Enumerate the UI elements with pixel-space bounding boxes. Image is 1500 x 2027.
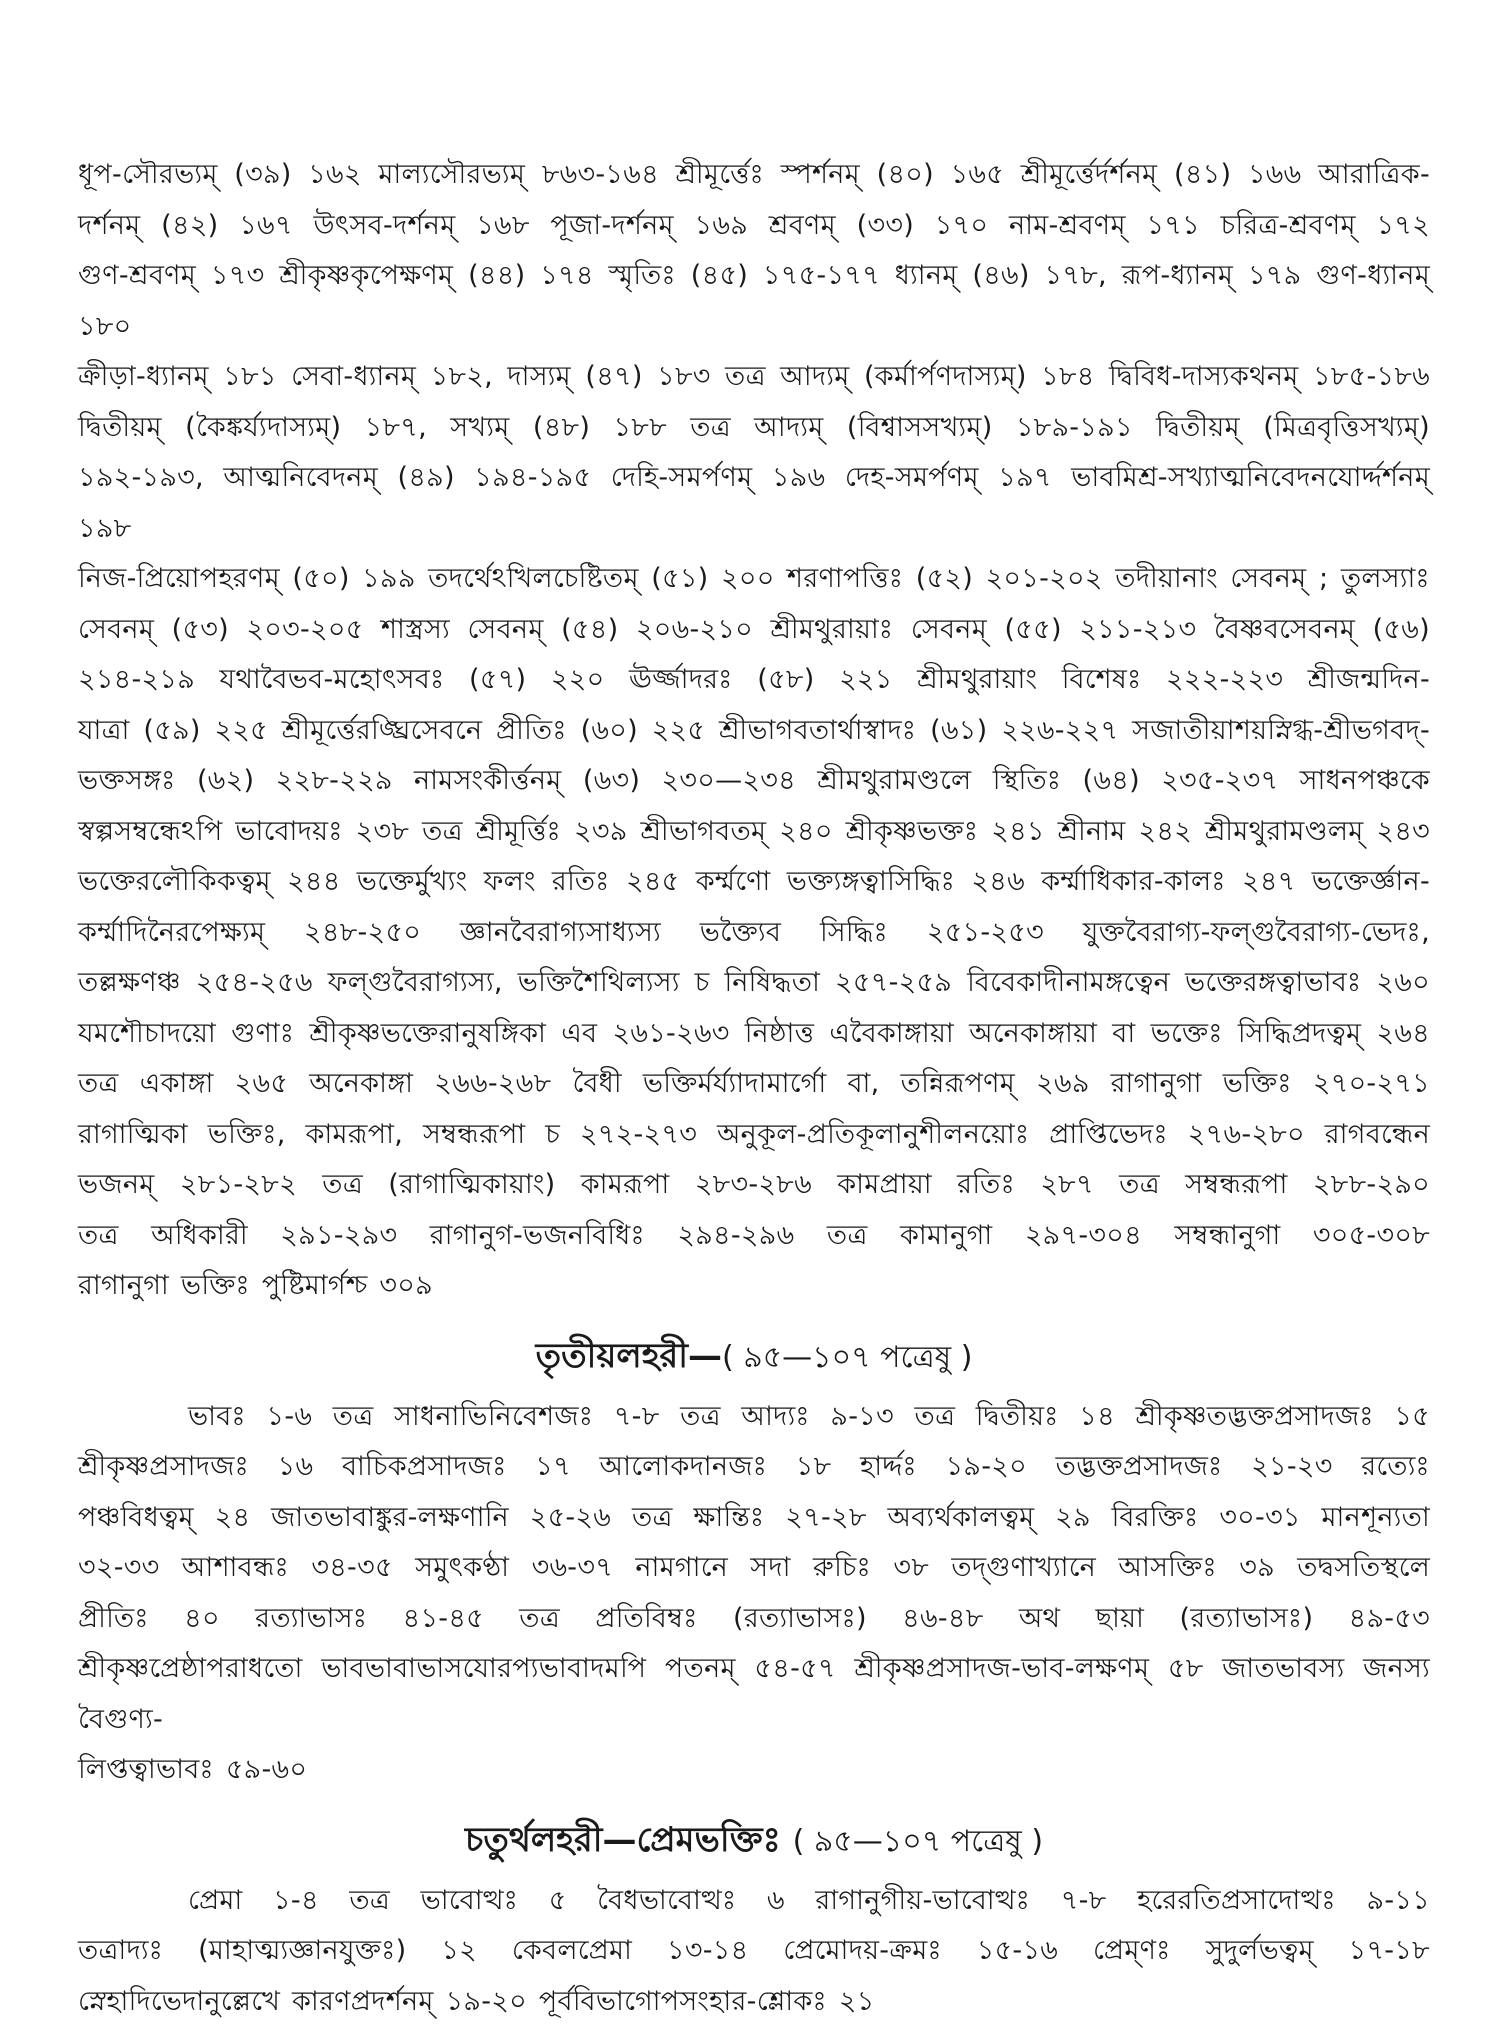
section-three-heading <box>78 1330 1430 1384</box>
text-line: তত্র একাঙ্গা ২৬৫ অনেকাঙ্গা ২৬৬-২৬৮ বৈধী ভক্তির্মর্য্যাদামার্গো বা, তন্নিরূপণম্ ২৬৯ রাগানুগা ভক্তিঃ ২৭০-২৭১ <box>78 1059 1430 1110</box>
page-content <box>78 150 1430 2027</box>
text-line: যাত্রা (৫৯) ২২৫ শ্রীমূর্ত্তেরঙ্ঘ্রিসেবনে প্রীতিঃ (৬০) ২২৫ শ্রীভাগবতার্থাস্বাদঃ (৬১) ২২৬-২২৭ সজাতীয়াশয়স্নিগ্ধ-শ্রীভগবদ্- <box>78 706 1430 757</box>
section-four-subtitle: ( ৯৫—১০৭ পত্রেষু ) <box>793 1824 1043 1859</box>
text-line: ভক্তসঙ্গঃ (৬২) ২২৮-২২৯ নামসংকীর্ত্তনম্ (৬৩) ২৩০—২৩৪ শ্রীমথুরামণ্ডলে স্থিতিঃ (৬৪) ২৩৫-২৩৭ সাধনপঞ্চকে <box>78 756 1430 807</box>
text-line: ভজনম্ ২৮১-২৮২ তত্র (রাগাত্মিকায়াং) কামরূপা ২৮৩-২৮৬ কামপ্রায়া রতিঃ ২৮৭ তত্র সম্বন্ধরূপা ২৮৮-২৯০ <box>78 1160 1430 1211</box>
text-line: যমশৌচাদয়ো গুণাঃ শ্রীকৃষ্ণভক্তেরানুষঙ্গিকা এব ২৬১-২৬৩ নিষ্ঠাত্ত এবৈকাঙ্গায়া অনেকাঙ্গায়া বা ভক্তেঃ সিদ্ধিপ্রদত্বম্ ২৬৪ <box>78 1009 1430 1060</box>
text-line: প্রীতিঃ ৪০ রত্যাভাসঃ ৪১-৪৫ তত্র প্রতিবিম্বঃ (রত্যাভাসঃ) ৪৬-৪৮ অথ ছায়া (রত্যাভাসঃ) ৪৯-৫৩ <box>78 1594 1430 1645</box>
text-line: শ্রীকৃষ্ণপ্রসাদজঃ ১৬ বাচিকপ্রসাদজঃ ১৭ আলোকদানজঃ ১৮ হার্দ্দঃ ১৯-২০ তদ্ভক্তপ্রসাদজঃ ২১-২৩ রত্যেঃ <box>78 1442 1430 1493</box>
text-line: লিপ্তত্বাভাবঃ ৫৯-৬০ <box>78 1745 1430 1796</box>
section-two-continuation <box>78 150 1430 1312</box>
text-line: ক্রীড়া-ধ্যানম্ ১৮১ সেবা-ধ্যানম্ ১৮২, দাস্যম্ (৪৭) ১৮৩ তত্র আদ্যম্ (কর্মার্পণদাস্যম্) ১৮৪ দ্বিবিধ-দাস্যকথনম্ ১৮৫-১৮৬ <box>78 352 1430 403</box>
text-line: ধূপ-সৌরভ্যম্ (৩৯) ১৬২ মাল্যসৌরভ্যম্ ৮৬৩-১৬৪ শ্রীমূর্ত্তেঃ স্পর্শনম্ (৪০) ১৬৫ শ্রীমূর্ত্তের্দর্শনম্ (৪১) ১৬৬ আরাত্রিক- <box>78 150 1430 201</box>
text-line: ১৯২-১৯৩, আত্মনিবেদনম্ (৪৯) ১৯৪-১৯৫ দেহি-সমর্পণম্ ১৯৬ দেহ-সমর্পণম্ ১৯৭ ভাবমিশ্র-সখ্যাত্মনিবেদনযোর্দ্দর্শনম্ ১৯৮ <box>78 453 1430 554</box>
text-line: দ্বিতীয়ম্ (কৈঙ্কর্য্যদাস্যম্) ১৮৭, সখ্যম্ (৪৮) ১৮৮ তত্র আদ্যম্ (বিশ্বাসসখ্যম্) ১৮৯-১৯১ দ্বিতীয়ম্ (মিত্রবৃত্তিসখ্যম্) <box>78 403 1430 454</box>
text-line: রাগানুগা ভক্তিঃ পুষ্টিমার্গশ্চ ৩০৯ <box>78 1261 1430 1312</box>
text-line: প্রেমা ১-৪ তত্র ভাবোত্থঃ ৫ বৈধভাবোত্থঃ ৬ রাগানুগীয়-ভাবোত্থঃ ৭-৮ হরেরতিপ্রসাদোত্থঃ ৯-১১ <box>78 1876 1430 1927</box>
section-three-body <box>78 1392 1430 1796</box>
section-four-title: চতুর্থলহরী—প্রেমভক্তিঃ <box>465 1820 781 1860</box>
text-line: স্নেহাদিভেদানুল্লেখে কারণপ্রদর্শনম্ ১৯-২০ পূর্ববিভাগোপসংহার-শ্লোকঃ ২১ <box>78 1977 1430 2027</box>
text-line: দর্শনম্ (৪২) ১৬৭ উৎসব-দর্শনম্ ১৬৮ পূজা-দর্শনম্ ১৬৯ শ্রবণম্ (৩৩) ১৭০ নাম-শ্রবণম্ ১৭১ চরিত্র-শ্রবণম্ ১৭২ <box>78 201 1430 252</box>
text-line: গুণ-শ্রবণম্ ১৭৩ শ্রীকৃষ্ণকৃপেক্ষণম্ (৪৪) ১৭৪ স্মৃতিঃ (৪৫) ১৭৫-১৭৭ ধ্যানম্ (৪৬) ১৭৮, রূপ-ধ্যানম্ ১৭৯ গুণ-ধ্যানম্ ১৮০ <box>78 251 1430 352</box>
text-line: স্বল্পসম্বন্ধেঽপি ভাবোদয়ঃ ২৩৮ তত্র শ্রীমূর্ত্তিঃ ২৩৯ শ্রীভাগবতম্ ২৪০ শ্রীকৃষ্ণভক্তঃ ২৪১ শ্রীনাম ২৪২ শ্রীমথুরামণ্ডলম্ ২৪৩ <box>78 807 1430 858</box>
text-line: শ্রীকৃষ্ণপ্রেষ্ঠাপরাধতো ভাবভাবাভাসযোরপ্যভাবাদমপি পতনম্ ৫৪-৫৭ শ্রীকৃষ্ণপ্রসাদজ-ভাব-লক্ষণম্ ৫৮ জাতভাবস্য জনস্য বৈগুণ্য- <box>78 1644 1430 1745</box>
text-line: ভক্তেরলৌকিকত্বম্ ২৪৪ ভক্তের্মুখ্যং ফলং রতিঃ ২৪৫ কর্ম্মণো ভক্ত্যঙ্গত্বাসিদ্ধিঃ ২৪৬ কর্ম্মাধিকার-কালঃ ২৪৭ ভক্তের্জ্ঞান- <box>78 857 1430 908</box>
text-line: কর্ম্মাদিনৈরপেক্ষ্যম্ ২৪৮-২৫০ জ্ঞানবৈরাগ্যসাধ্যস্য ভক্ত্যৈব সিদ্ধিঃ ২৫১-২৫৩ যুক্তবৈরাগ্য-ফল্গুবৈরাগ্য-ভেদঃ, <box>78 908 1430 959</box>
text-line: ভাবঃ ১-৬ তত্র সাধনাভিনিবেশজঃ ৭-৮ তত্র আদ্যঃ ৯-১৩ তত্র দ্বিতীয়ঃ ১৪ শ্রীকৃষ্ণতদ্ভক্তপ্রসাদজঃ ১৫ <box>78 1392 1430 1443</box>
text-line: তত্র অধিকারী ২৯১-২৯৩ রাগানুগ-ভজনবিধিঃ ২৯৪-২৯৬ তত্র কামানুগা ২৯৭-৩০৪ সম্বন্ধানুগা ৩০৫-৩০৮ <box>78 1211 1430 1262</box>
text-line: রাগাত্মিকা ভক্তিঃ, কামরূপা, সম্বন্ধরূপা চ ২৭২-২৭৩ অনুকূল-প্রতিকূলানুশীলনয়োঃ প্রাপ্তিভেদঃ ২৭৬-২৮০ রাগবন্ধেন <box>78 1110 1430 1161</box>
text-line: তল্লক্ষণঞ্চ ২৫৪-২৫৬ ফল্গুবৈরাগ্যস্য, ভক্তিশৈথিল্যস্য চ নিষিদ্ধতা ২৫৭-২৫৯ বিবেকাদীনামঙ্গত্বেন ভক্তেরঙ্গত্বাভাবঃ ২৬০ <box>78 958 1430 1009</box>
section-four-body <box>78 1876 1430 2027</box>
text-line: তত্রাদ্যঃ (মাহাত্ম্যজ্ঞানযুক্তঃ) ১২ কেবলপ্রেমা ১৩-১৪ প্রেমোদয়-ক্রমঃ ১৫-১৬ প্রেম্ণঃ সুদুর্লভত্বম্ ১৭-১৮ <box>78 1926 1430 1977</box>
text-line: ৩২-৩৩ আশাবন্ধঃ ৩৪-৩৫ সমুৎকণ্ঠা ৩৬-৩৭ নামগানে সদা রুচিঃ ৩৮ তদ্গুণাখ্যানে আসক্তিঃ ৩৯ তদ্বসতিস্থলে <box>78 1543 1430 1594</box>
text-line: ২১৪-২১৯ যথাবৈভব-মহোৎসবঃ (৫৭) ২২০ ঊর্জ্জাদরঃ (৫৮) ২২১ শ্রীমথুরায়াং বিশেষঃ ২২২-২২৩ শ্রীজন্মদিন- <box>78 655 1430 706</box>
section-three-subtitle: ( ৯৫—১০৭ পত্রেষু ) <box>722 1340 972 1375</box>
text-line: সেবনম্ (৫৩) ২০৩-২০৫ শাস্ত্রস্য সেবনম্ (৫৪) ২০৬-২১০ শ্রীমথুরায়াঃ সেবনম্ (৫৫) ২১১-২১৩ বৈষ্ণবসেবনম্ (৫৬) <box>78 605 1430 656</box>
text-line: নিজ-প্রিয়োপহরণম্ (৫০) ১৯৯ তদর্থেঽখিলচেষ্টিতম্ (৫১) ২০০ শরণাপত্তিঃ (৫২) ২০১-২০২ তদীয়ানাং সেবনম্ ; তুলস্যাঃ <box>78 554 1430 605</box>
text-line: পঞ্চবিধত্বম্ ২৪ জাতভাবাঙ্কুর-লক্ষণানি ২৫-২৬ তত্র ক্ষান্তিঃ ২৭-২৮ অব্যর্থকালত্বম্ ২৯ বিরক্তিঃ ৩০-৩১ মানশূন্যতা <box>78 1493 1430 1544</box>
section-four-heading <box>78 1814 1430 1868</box>
section-three-title: তৃতীয়লহরী— <box>536 1336 722 1376</box>
